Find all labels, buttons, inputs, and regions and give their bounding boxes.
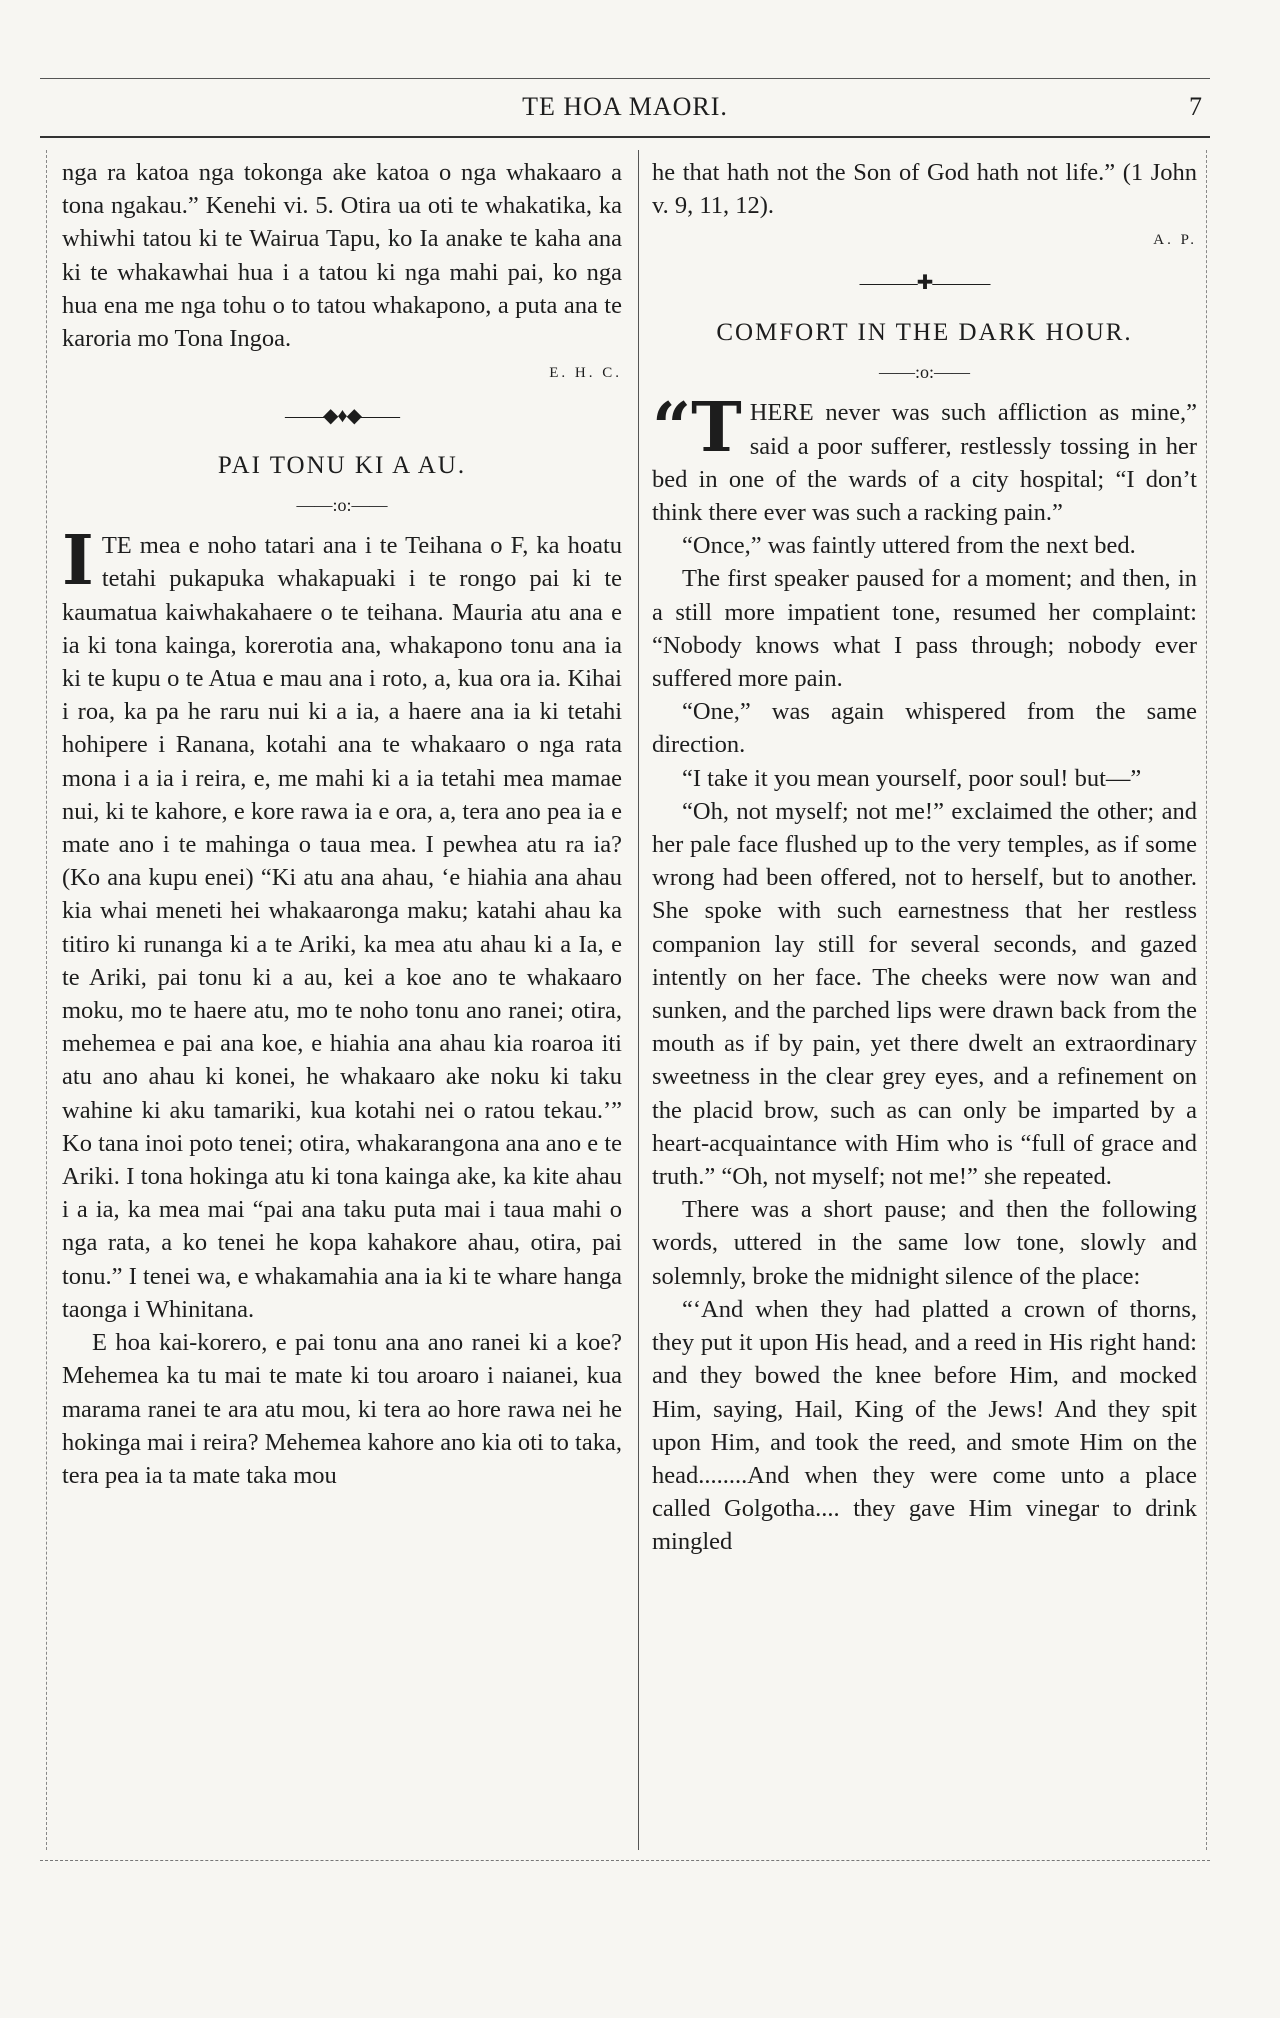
drop-cap: I	[62, 521, 94, 602]
right-paragraph-8: There was a short pause; and then the following words, uttered in the same low tone, slowly and solemnly, broke the midnight silence of the place:	[652, 1196, 1197, 1290]
right-paragraph-2	[652, 388, 1197, 529]
bottom-rule	[40, 1860, 1210, 1861]
right-paragraph-7: “Oh, not myself; not me!” exclaimed the other; and her pale face flushed up to the very temples, as if some wrong had been offered, not to herself, but to another. She spoke with such earnestness that her restless companion lay still for several seconds, and gazed intently on her face. The cheeks were now wan and sunken, and the parched lips were drawn back from the mouth as if by pain, yet there dwelt an extraordinary sweetness in the clear grey eyes, and a refinement on the placid brow, such as can only be imparted by a heart-acquaintance with Him who is “full of grace and truth.” “Oh, not myself; not me!” she repeated.	[652, 797, 1197, 1191]
left-column	[62, 156, 622, 1492]
ornament-divider: ———✚———	[859, 272, 990, 295]
article-title-comfort: COMFORT IN THE DARK HOUR.	[716, 319, 1133, 347]
left-margin-rule	[46, 150, 47, 1850]
signature-ehc: E. H. C.	[549, 365, 622, 382]
right-column	[652, 156, 1197, 1559]
right-paragraph-6: “I take it you mean yourself, poor soul! but—”	[682, 764, 1142, 792]
top-rule	[40, 78, 1210, 79]
drop-cap: “T	[652, 388, 742, 469]
right-paragraph-2-text: HERE never was such affliction as mine,” said a poor sufferer, restlessly tossing in her bed in one of the wards of a city hospital; “I don’t think there ever was such a racking pain.”	[652, 399, 1197, 527]
right-paragraph-9: “‘And when they had platted a crown of thorns, they put it upon His head, and a reed in His right hand: and they bowed the knee before Him, and mocked Him, saying, Hail, King of the Jews! And they spit upon Him, and took the reed, and smote Him on the head........And when they were come unto a place called Golgotha.... they gave Him vinegar to drink mingled	[652, 1295, 1197, 1556]
right-paragraph-4: The first speaker paused for a moment; and then, in a still more impatient tone, resumed her complaint: “Nobody knows what I pass through; nobody ever suffered more pain.	[652, 565, 1197, 693]
signature-ap: A. P.	[1153, 232, 1197, 249]
column-divider	[638, 150, 639, 1850]
left-paragraph-2	[62, 521, 622, 1326]
article-title-pai-tonu: PAI TONU KI A AU.	[217, 452, 467, 480]
running-title: TE HOA MAORI.	[522, 92, 728, 121]
left-paragraph-1: nga ra katoa nga tokonga ake katoa o nga whakaaro a tona ngakau.” Kenehi vi. 5. Otira ua oti te whakatika, ka whiwhi tatou ki te Wairua Tapu, ko Ia anake te kaha ana ki te whakawhai hua i a tatou ki nga mahi pai, ko nga hua ena me nga tohu o to tatou whakapono, a puta ana te karoria mo Tona Ingoa.	[62, 159, 622, 353]
title-divider: ——:o:——	[878, 362, 970, 383]
left-paragraph-3: E hoa kai-korero, e pai tonu ana ano ranei ki a koe? Mehemea ka tu mai te mate ki tou aroaro i naianei, kua marama ranei te ara atu mou, ki tera ao hore rawa nei he hokinga mai i reira? Mehemea kahore ano kia oti to taka, tera pea ia ta mate taka mou	[62, 1329, 622, 1489]
right-paragraph-1: he that hath not the Son of God hath not life.” (1 John v. 9, 11, 12).	[652, 159, 1197, 220]
header-rule	[40, 136, 1210, 138]
ornament-divider: ——◆♦◆——	[285, 405, 399, 428]
right-margin-rule	[1206, 150, 1207, 1850]
right-paragraph-3: “Once,” was faintly uttered from the next bed.	[682, 532, 1136, 560]
left-paragraph-2-text: TE mea e noho tatari ana i te Teihana o F, ka hoatu tetahi pukapuka whakapuaki i te rongo pai ki te kaumatua kaiwhakahaere o te teihana. Mauria atu ana e ia ki tona kainga, korerotia ana, whakapono tonu ana ia ki te kupu o te Atua e mau ana i roto, a, kua ora ia. Kihai i roa, ka pa he raru nui ki a ia, a haere ana ia ki tetahi hohipere i Ranana, kotahi ana te whakaaro o nga rata mona i a ia i reira, e, me mahi ki a ia tetahi mea mamae nui, ki te kahore, e kore rawa ia e ora, a, tera ano pea ia e mate ano i te mahinga o taua mea. I pewhea atu ra ia? (Ko ana kupu enei) “Ki atu ana ahau, ‘e hiahia ana ahau kia whai meneti hei whakaaronga maku; katahi ahau ka titiro ki runanga ki a te Ariki, ka mea atu ahau ki a Ia, e te Ariki, pai tonu ki a au, kei a koe ano te whakaaro moku, mo te haere atu, mo te noho tonu ano ranei; otira, mehemea e pai ana koe, e hiahia ana ahau kia roaroa iti atu ano ahau ki konei, he whakaaro ake noku ki taku wahine ki aku tamariki, kua kotahi nei o ratou tekau.’” Ko tana inoi poto tenei; otira, whakarangona ana ano e te Ariki. I tona hokinga atu ki tona kainga ake, ka kite ahau i a ia, ka mea mai “pai ana taku puta mai i taua mahi o nga rata, a ko tenei he kopa kahakore ahau, otira, pai tonu.” I tenei wa, e whakamahia ana ia ki te whare hanga taonga i Whinitana.	[62, 532, 622, 1323]
page-number: 7	[1189, 92, 1202, 121]
right-paragraph-5: “One,” was again whispered from the same direction.	[652, 698, 1197, 759]
page-header	[40, 92, 1210, 132]
title-divider: ——:o:——	[296, 495, 388, 516]
